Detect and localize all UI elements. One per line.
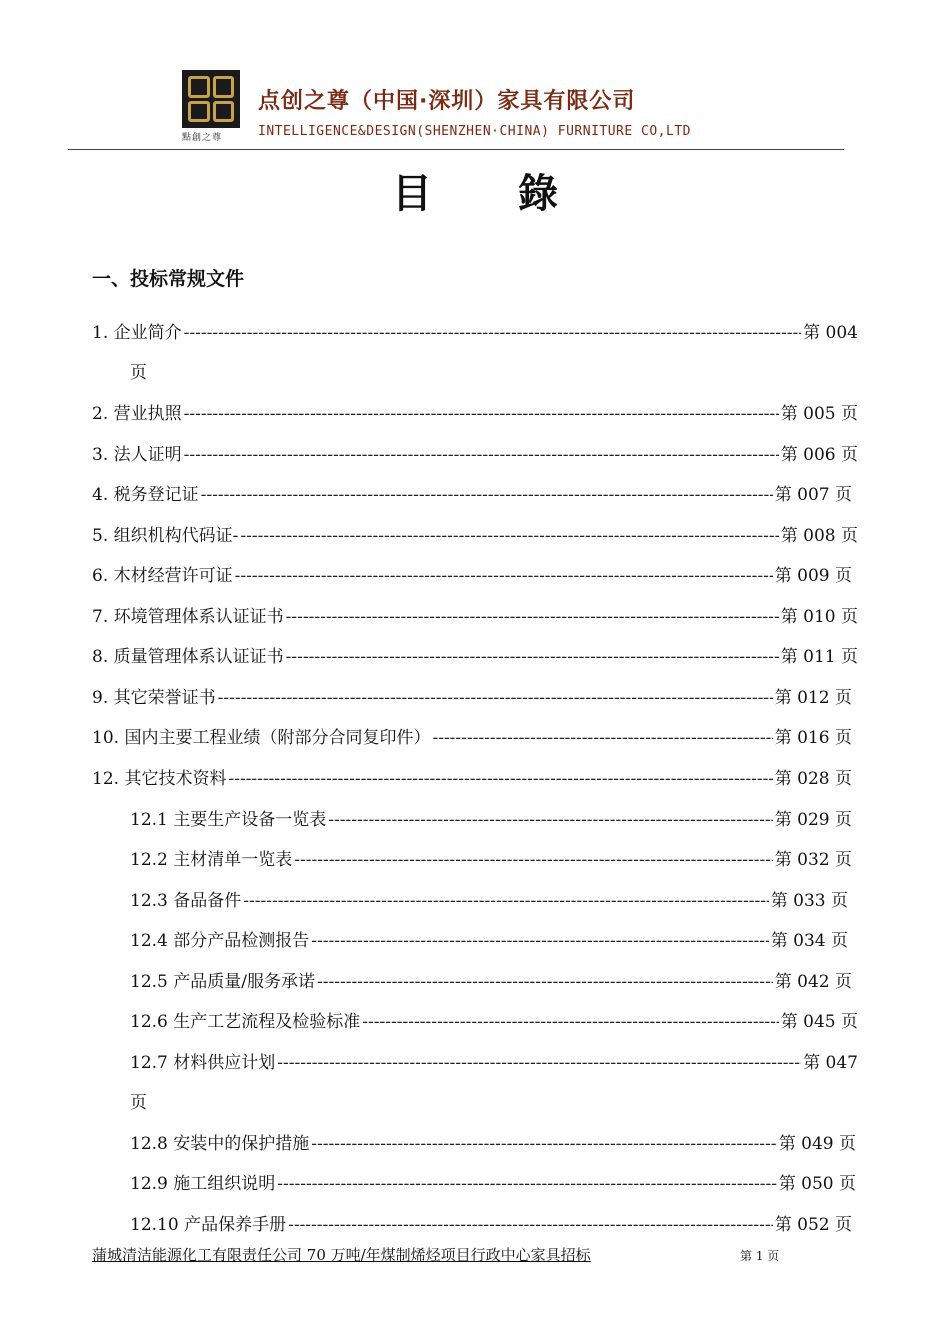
toc-entry-label: 12.5 产品质量/服务承诺 [130, 972, 315, 992]
toc-entry-page: 第 032 页 [774, 850, 852, 870]
toc-entry-label: 2. 营业执照 [92, 404, 182, 424]
toc-entry-label: 9. 其它荣誉证书 [92, 688, 216, 708]
section-title: 一、投标常规文件 [92, 268, 245, 290]
toc-entry-page: 第 012 页 [774, 688, 852, 708]
toc-leader-dashes [184, 404, 779, 424]
toc-leader-dashes [184, 323, 802, 343]
toc-leader-dashes [286, 607, 779, 627]
toc-entry [130, 1169, 856, 1193]
toc-entry-label: 12.1 主要生产设备一览表 [130, 810, 327, 830]
toc-entry-page: 第 045 页 [780, 1012, 858, 1032]
page-title: 目 錄 [392, 171, 594, 217]
toc-leader-dashes [277, 1174, 776, 1194]
toc-entry-page: 第 028 页 [774, 769, 852, 789]
toc-entry [130, 845, 852, 869]
toc-leader-dashes [286, 647, 779, 667]
toc-entry [130, 926, 848, 950]
toc-entry-page: 第 008 页 [780, 526, 858, 546]
toc-entry-label: 12.4 部分产品检测报告 [130, 931, 310, 951]
toc-leader-dashes [317, 972, 773, 992]
logo-caption: 點創之尊 [182, 133, 223, 143]
toc-leader-dashes [228, 769, 772, 789]
toc-entry [130, 1129, 856, 1153]
footer-page-number: 第 1 页 [740, 1249, 780, 1263]
toc-entry-page: 第 010 页 [780, 607, 858, 627]
page-footer [92, 1244, 591, 1265]
toc-leader-dashes [201, 485, 773, 505]
toc-entry-page-wrap: 页 [130, 1093, 147, 1113]
toc-entry-label: 5. 组织机构代码证- [92, 526, 239, 546]
toc-entry-label: 12.8 安装中的保护措施 [130, 1134, 310, 1154]
toc-leader-dashes [311, 1134, 776, 1154]
page-header [182, 70, 742, 146]
toc-entry [92, 602, 858, 626]
toc-leader-dashes [362, 1012, 778, 1032]
toc-entry [130, 1007, 858, 1031]
toc-entry-page: 第 042 页 [774, 972, 852, 992]
toc-entry-page: 第 052 页 [774, 1215, 852, 1235]
company-name-cn: 点创之尊（中国·深圳）家具有限公司 [258, 89, 636, 114]
company-name-en: INTELLIGENCE&DESIGN(SHENZHEN·CHINA) FURNITURE CO,LTD [258, 124, 691, 139]
toc-entry-label: 7. 环境管理体系认证证书 [92, 607, 284, 627]
toc-entry-label: 3. 法人证明 [92, 445, 182, 465]
toc-entry-label: 12.10 产品保养手册 [130, 1215, 287, 1235]
toc-entry-label: 8. 质量管理体系认证证书 [92, 647, 284, 667]
toc-leader-dashes [328, 810, 772, 830]
toc-entry-page: 第 005 页 [780, 404, 858, 424]
toc-entry [130, 805, 852, 829]
toc-entry-page: 第 007 页 [774, 485, 852, 505]
toc-entry-page: 第 011 页 [780, 647, 858, 667]
toc-entry-label: 6. 木材经营许可证 [92, 566, 233, 586]
toc-entry-page-wrap: 页 [130, 363, 147, 383]
toc-leader-dashes [294, 850, 772, 870]
toc-entry-label: 12.6 生产工艺流程及检验标准 [130, 1012, 361, 1032]
toc-leader-dashes [311, 931, 768, 951]
toc-leader-dashes [235, 566, 773, 586]
toc-entry [130, 1210, 852, 1234]
toc-entry [130, 967, 852, 991]
toc-entry [92, 561, 852, 585]
toc-leader-dashes [184, 445, 779, 465]
toc-entry [92, 480, 852, 504]
toc-entry-label: 12.3 备品备件 [130, 891, 242, 911]
footer-title: 蒲城清洁能源化工有限责任公司 70 万吨/年煤制烯烃项目行政中心家具招标 [92, 1246, 591, 1264]
header-divider [68, 149, 844, 150]
toc-entry-page: 第 016 页 [774, 728, 852, 748]
toc-entry-page: 第 034 页 [770, 931, 848, 951]
toc-entry [92, 723, 852, 747]
toc-entry-label: 12. 其它技术资料 [92, 769, 227, 789]
toc-entry [92, 318, 858, 342]
toc-entry [92, 440, 858, 464]
toc-entry-page: 第 004 [803, 323, 858, 343]
toc-entry-page: 第 009 页 [774, 566, 852, 586]
company-logo [182, 70, 240, 128]
toc-entry [92, 764, 852, 788]
toc-entry-label: 12.9 施工组织说明 [130, 1174, 276, 1194]
toc-leader-dashes [277, 1053, 801, 1073]
toc-entry [130, 886, 848, 910]
toc-entry-page: 第 047 [803, 1053, 858, 1073]
toc-entry-label: 1. 企业简介 [92, 323, 182, 343]
toc-leader-dashes [218, 688, 773, 708]
toc-leader-dashes [288, 1215, 773, 1235]
toc-entry [92, 399, 858, 423]
toc-entry [130, 1048, 858, 1072]
toc-entry-page: 第 050 页 [778, 1174, 856, 1194]
toc-entry-label: 4. 税务登记证 [92, 485, 199, 505]
toc-entry [92, 521, 858, 545]
toc-entry-page: 第 049 页 [778, 1134, 856, 1154]
toc-entry [92, 683, 852, 707]
toc-entry-label: 12.7 材料供应计划 [130, 1053, 276, 1073]
toc-entry-label: 10. 国内主要工程业绩（附部分合同复印件） [92, 728, 431, 748]
toc-entry [92, 642, 858, 666]
toc-leader-dashes [243, 891, 768, 911]
toc-leader-dashes [432, 728, 772, 748]
toc-entry-page: 第 033 页 [770, 891, 848, 911]
toc-entry-label: 12.2 主材清单一览表 [130, 850, 293, 870]
toc-entry-page: 第 006 页 [780, 445, 858, 465]
toc-leader-dashes [240, 526, 778, 546]
logo-mark-icon [188, 76, 234, 122]
toc-entry-page: 第 029 页 [774, 810, 852, 830]
